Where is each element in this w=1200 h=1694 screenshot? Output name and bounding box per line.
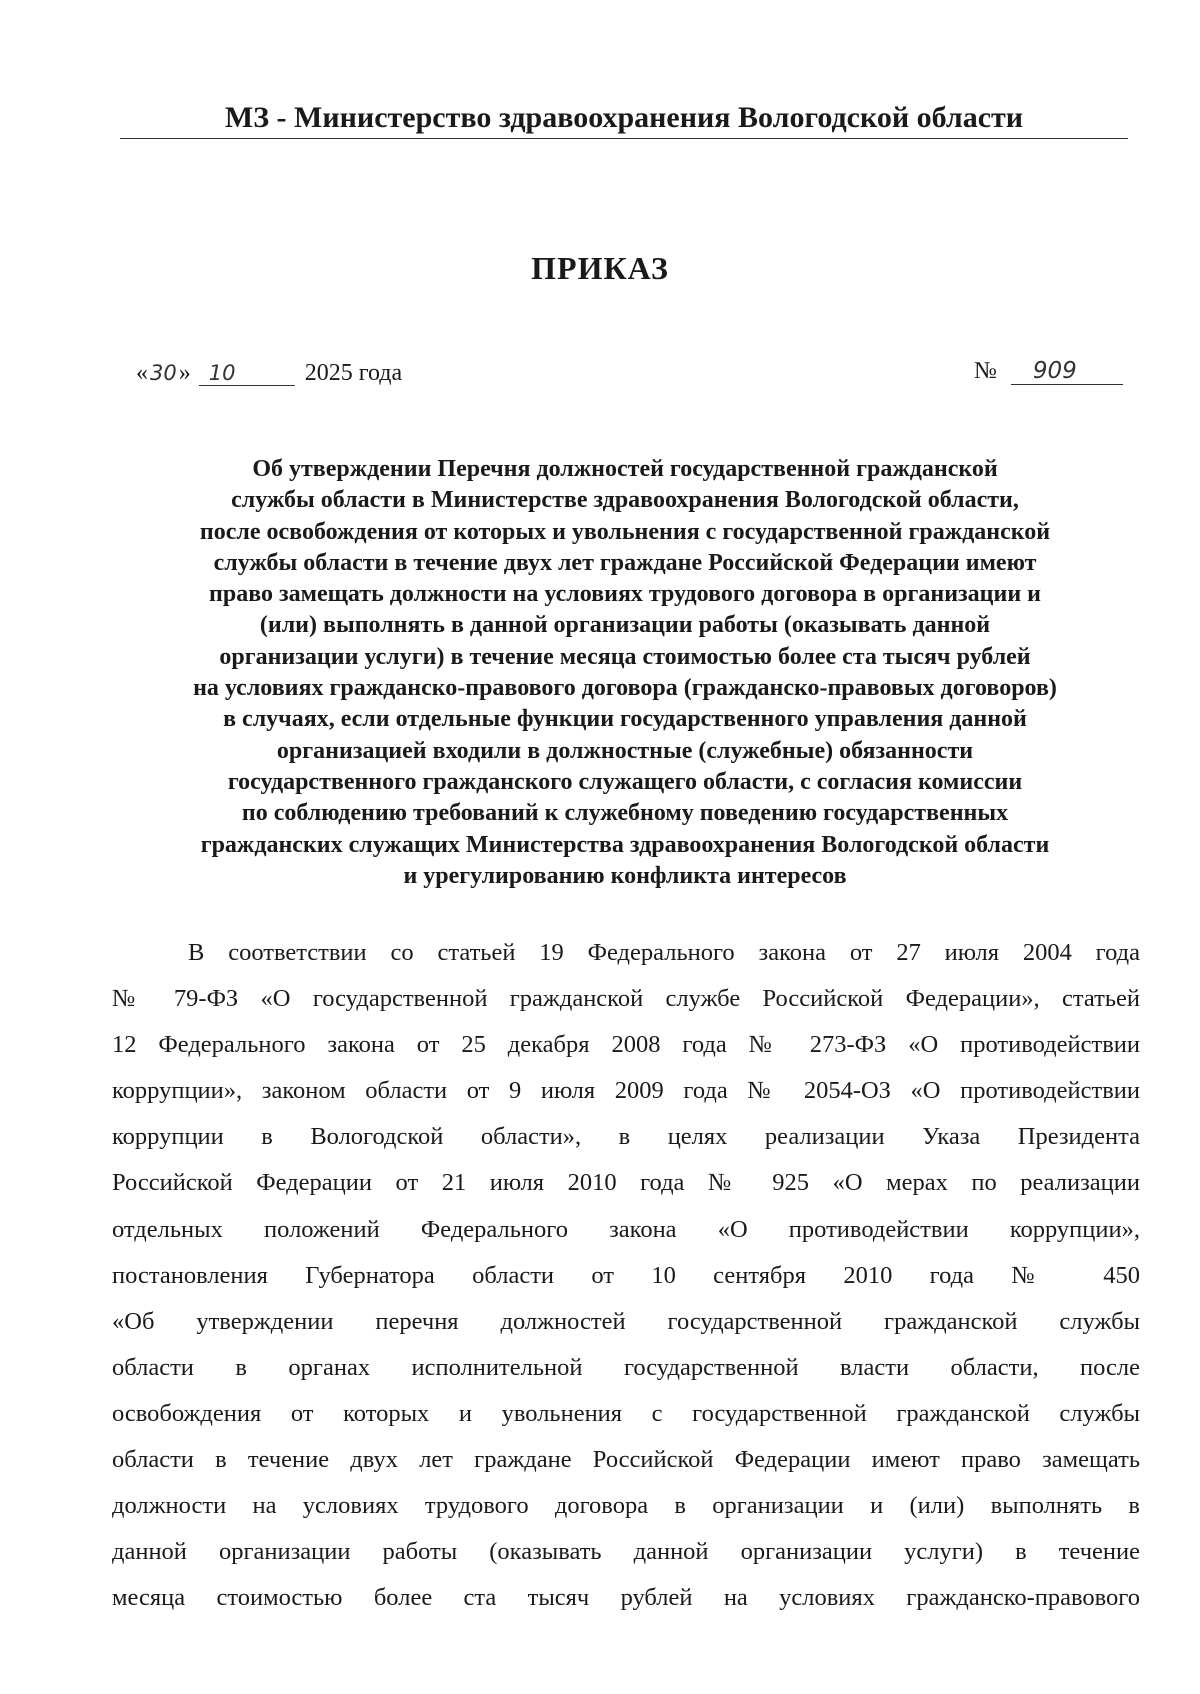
subject-line: (или) выполнять в данной организации работы (оказывать данной — [259, 612, 991, 639]
order-subject — [110, 454, 1140, 892]
subject-line: и урегулированию конфликта интересов — [403, 862, 847, 889]
body-line: месяца стоимостью более ста тысяч рублей на условиях гражданско-правового — [112, 1584, 1140, 1612]
body-line: № 79-ФЗ «О государственной гражданской службе Российской Федерации», статьей — [112, 985, 1140, 1013]
body-line: «Об утверждении перечня должностей государственной гражданской службы — [112, 1307, 1140, 1335]
order-number — [974, 358, 1123, 385]
body-line: области в органах исполнительной государственной власти области, после — [112, 1353, 1140, 1381]
subject-line: право замещать должности на условиях трудового договора в организации и — [209, 581, 1041, 608]
date-day: 30 — [150, 361, 177, 385]
subject-line: по соблюдению требований к служебному поведению государственных — [241, 800, 1009, 827]
order-date — [136, 360, 402, 387]
preamble-paragraph — [112, 930, 1140, 1621]
body-line: коррупции», законом области от 9 июля 2009 года № 2054-ОЗ «О противодействии — [112, 1077, 1140, 1105]
date-year: 2025 года — [304, 360, 403, 386]
date-close-quote: » — [178, 360, 191, 386]
body-line: 12 Федерального закона от 25 декабря 2008 года № 273-ФЗ «О противодействии — [112, 1031, 1140, 1059]
date-month: 10 — [199, 361, 295, 386]
body-line: коррупции в Вологодской области», в целях реализации Указа Президента — [112, 1123, 1140, 1151]
body-line: области в течение двух лет граждане Российской Федерации имеют право замещать — [112, 1446, 1140, 1474]
subject-line: организацией входили в должностные (служебные) обязанности — [276, 737, 974, 764]
body-line: Российской Федерации от 21 июля 2010 года № 925 «О мерах по реализации — [112, 1169, 1140, 1197]
subject-line: гражданских служащих Министерства здравоохранения Вологодской области — [200, 831, 1050, 858]
body-line: должности на условиях трудового договора в организации и (или) выполнять в — [112, 1492, 1140, 1520]
subject-line: службы области в Министерстве здравоохранения Вологодской области, — [231, 487, 1019, 514]
organization-header: МЗ - Министерство здравоохранения Вологодской области — [120, 100, 1128, 139]
date-open-quote: « — [136, 360, 148, 386]
subject-line: службы области в течение двух лет граждане Российской Федерации имеют — [213, 549, 1037, 576]
subject-line: организации услуги) в течение месяца стоимостью более ста тысяч рублей — [219, 643, 1031, 670]
document-type-title: ПРИКАЗ — [531, 250, 669, 286]
number-value: 909 — [1011, 358, 1123, 385]
subject-line: Об утверждении Перечня должностей государственной гражданской — [252, 456, 998, 482]
body-line: В соответствии со статьей 19 Федерального закона от 27 июля 2004 года — [188, 939, 1140, 966]
subject-line: на условиях гражданско-правового договора (гражданско-правовых договоров) — [193, 675, 1057, 702]
number-label: № — [974, 358, 997, 384]
subject-line: после освобождения от которых и увольнения с государственной гражданской — [199, 518, 1051, 545]
body-line: постановления Губернатора области от 10 сентября 2010 года № 450 — [112, 1261, 1140, 1289]
body-line: отдельных положений Федерального закона «О противодействии коррупции», — [112, 1215, 1140, 1243]
body-line: освобождения от которых и увольнения с государственной гражданской службы — [112, 1399, 1140, 1427]
body-line: данной организации работы (оказывать данной организации услуги) в течение — [112, 1538, 1140, 1566]
subject-line: в случаях, если отдельные функции государственного управления данной — [223, 706, 1027, 733]
subject-line: государственного гражданского служащего области, с согласия комиссии — [227, 768, 1023, 795]
